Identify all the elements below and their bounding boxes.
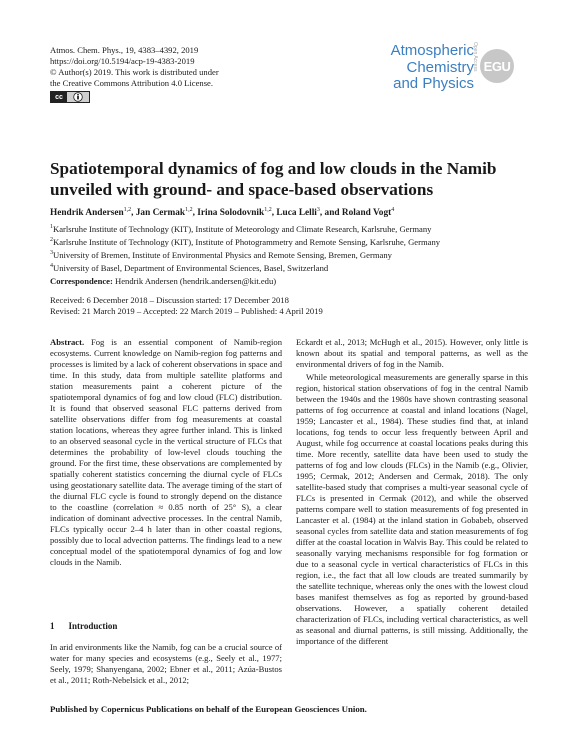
journal-name[interactable] xyxy=(391,43,474,93)
journal-citation: Atmos. Chem. Phys., 19, 4383–4392, 2019 xyxy=(50,45,199,55)
author-affiliation-ref: 1,2 xyxy=(185,207,193,213)
open-access-label: Open Access xyxy=(472,42,478,72)
title-line-1: Spatiotemporal dynamics of fog and low clouds in the Namib xyxy=(50,159,497,178)
publisher-footer: Published by Copernicus Publications on behalf of the European Geosciences Union. xyxy=(50,704,367,714)
author-separator: , and xyxy=(319,208,342,219)
journal-name-line3: and Physics xyxy=(393,75,474,92)
section-number: 1 xyxy=(50,621,55,631)
section-heading xyxy=(50,621,117,631)
author-name: Jan Cermak xyxy=(135,208,186,219)
intro-paragraph-left xyxy=(50,642,282,686)
article-dates xyxy=(50,295,323,317)
journal-name-line1: Atmospheric xyxy=(390,42,474,59)
affiliation-list xyxy=(50,222,440,273)
author-separator: , xyxy=(131,208,136,219)
article-title xyxy=(50,158,530,200)
abstract-label: Abstract. xyxy=(50,337,85,347)
affiliation-item: $^2$Karlsruhe Institute of Technology (KIT), Institute of Photogrammetry and Remote Sensing, Karlsruhe, Germany xyxy=(50,236,441,247)
abstract-text: Fog is an essential component of Namib-region ecosystems. Current knowledge on Namib-region fog patterns and processes is limited by a lack of coherent observations in space and time. In this study, data from multiple satellite platforms and station measurements paint a coherent picture of the spatiotemporal dynamics of fog and low cloud (FLC) distribution. It is found that observed seasonal FLC patterns derived from satellite observations differ from fog measurements at coastal station locations, whereas they agree further inland. This is linked to an observed seasonal cycle in the vertical structure of FLCs that determines the probability of low-level clouds touching the ground. For the first time, these observations are complemented by spatially coherent statistics concerning the diurnal cycle of FLCs using geostationary satellite data. The average timing of the start of the diurnal FLC cycle is found to strongly depend on the distance to the coastline (correlation ≈ 0.85 north of 25° S), a clear indication of dominant advective processes. In the central Namib, FLCs typically occur 2–4 h later than in other coastal regions, possibly due to local advection patterns. The findings lead to a new conceptual model of the spatiotemporal dynamics of fog and low clouds in the Namib. xyxy=(50,337,283,567)
right-column xyxy=(296,337,528,647)
correspondence xyxy=(50,276,276,286)
affiliation-item: $^1$Karlsruhe Institute of Technology (KIT), Institute of Meteorology and Climate Research, Karlsruhe, Germany xyxy=(50,223,432,234)
correspondence-label: Correspondence: xyxy=(50,276,113,286)
author-name: Irina Solodovnik xyxy=(197,208,265,219)
author-name: Luca Lelli xyxy=(276,208,317,219)
right-paragraph-2: While meteorological measurements are generally sparse in this region, historical station observations of fog in the central Namib between the 1940s and the 1980s have shown contrasting seasonal patterns of fog occurrence at coastal and inland locations (Nagel, 1959; Lancaster et al., 1984). These studies find that, at inland locations, fog tends to occur less frequently between April and August, while fog occurrence at coastal locations peaks during this time. More recently, satellite data have been used to study the patterns of fog and low clouds (FLCs) in the Namib (e.g., Olivier, 1995; Cermak, 2012; Andersen and Cermak, 2018). The only satellite-based study that comprises a multi-year seasonal cycle of FLCs is presented in Cermak (2012), and while the observed patterns compare well to station measurements of fog presented in Lancaster et al. (1984) at the inland station in Gobabeb, observed seasonal cycles from satellite data and station measurements of fog differ at the coastal location in Walvis Bay. This could be related to seasonally varying mechanisms responsible for fog formation or due to a seasonal cycle in vertical characteristics of FLCs in this region, i.e., the fact that all low clouds are treated summarily by the satellite technique, whereas only the ones with the lowest cloud bases manifest themselves as fog as reported by ground-based observations. However, a spatially coherent detailed characterization of FLCs, including vertical characteristics, as well as seasonal and diurnal patterns, is still missing. Additionally, the importance of the different xyxy=(296,372,528,646)
intro-text: In arid environments like the Namib, fog can be a crucial source of water for many species and ecosystems (e.g., Seely et al., 1977; Seely, 1979; Shanyengana, 2002; Ebner et al., 2011; Azúa-Bustos et al., 2011; Roth-Nebelsick et al., 2012; xyxy=(50,642,282,685)
copyright-line: © Author(s) 2019. This work is distributed under xyxy=(50,67,219,77)
license-line: the Creative Commons Attribution 4.0 License. xyxy=(50,78,214,88)
doi-link[interactable]: https://doi.org/10.5194/acp-19-4383-2019 xyxy=(50,56,195,66)
right-paragraph-1: Eckardt et al., 2013; McHugh et al., 2015). However, only little is known about its spatial and temporal patterns, as well as the environmental drivers of fog in the Namib. xyxy=(296,337,528,369)
section-title: Introduction xyxy=(68,621,118,631)
author-affiliation-ref: 3 xyxy=(316,207,320,213)
egu-logo[interactable]: EGU xyxy=(480,49,514,83)
author-name: Roland Vogt xyxy=(341,208,392,219)
by-attribution-icon xyxy=(67,92,89,102)
affiliation-item: $^4$University of Basel, Department of Environmental Sciences, Basel, Switzerland xyxy=(50,262,329,273)
correspondence-email[interactable]: Hendrik Andersen (hendrik.andersen@kit.edu) xyxy=(115,276,277,286)
author-separator: , xyxy=(271,208,277,219)
title-line-2: unveiled with ground- and space-based observations xyxy=(50,180,434,199)
author-affiliation-ref: 4 xyxy=(391,207,395,213)
cc-icon: cc xyxy=(51,92,67,102)
abstract xyxy=(50,337,282,568)
author-affiliation-ref: 1,2 xyxy=(264,207,272,213)
author-list xyxy=(50,207,394,218)
revised-line: Revised: 21 March 2019 – Accepted: 22 March 2019 – Published: 4 April 2019 xyxy=(50,306,323,316)
cc-by-badge[interactable] xyxy=(50,91,90,103)
author-affiliation-ref: 1,2 xyxy=(123,207,132,213)
author-separator: , xyxy=(192,208,198,219)
affiliation-item: $^3$University of Bremen, Institute of Environmental Physics and Remote Sensing, Bremen, Germany xyxy=(50,249,392,260)
author-name: Hendrik Andersen xyxy=(50,208,124,219)
journal-name-line2: Chemistry xyxy=(406,58,474,76)
received-line: Received: 6 December 2018 – Discussion started: 17 December 2018 xyxy=(50,295,289,305)
